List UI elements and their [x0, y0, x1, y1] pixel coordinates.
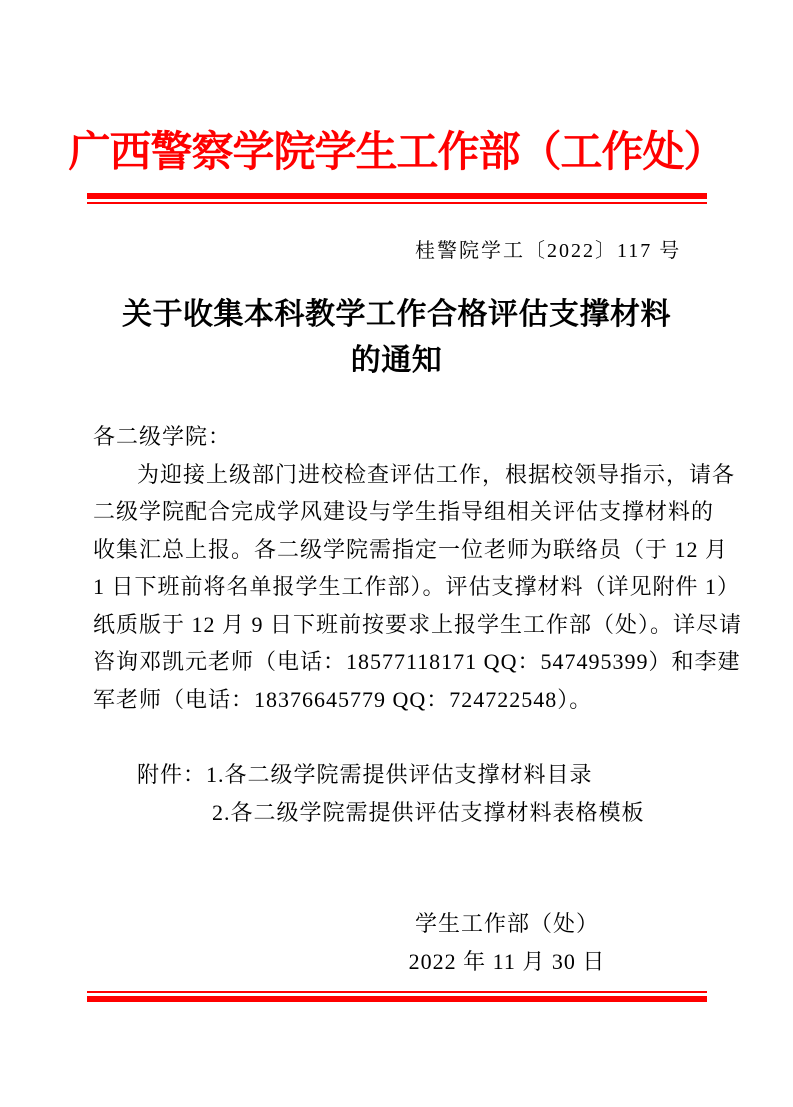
signature-date: 2022 年 11 月 30 日 [408, 949, 606, 974]
document-title-line: 关于收集本科教学工作合格评估支撑材料 [122, 298, 671, 331]
body-line: 为迎接上级部门进校检查评估工作，根据校领导指示，请各 [137, 461, 736, 487]
attachment-item: 附件：1.各二级学院需提供评估支撑材料目录 [137, 762, 593, 787]
body-line: 1 日下班前将名单报学生工作部）。评估支撑材料（详见附件 1） [93, 574, 741, 599]
attachment-list [0, 756, 793, 831]
document-body [0, 418, 753, 718]
letterhead-title: 广西警察学院学生工作部（工作处） [68, 130, 725, 176]
letterhead-divider-top [87, 193, 707, 204]
signature-department: 学生工作部（处） [414, 911, 599, 936]
salutation: 各二级学院： [93, 424, 232, 449]
document-title [0, 292, 793, 384]
body-line: 咨询邓凯元老师（电话：18577118171 QQ：547495399）和李建 [93, 649, 741, 674]
letterhead-divider-bottom [87, 991, 707, 1002]
body-line: 军老师（电话：18376645779 QQ：724722548）。 [93, 686, 593, 712]
attachment-item: 2.各二级学院需提供评估支撑材料表格模板 [212, 799, 645, 825]
signature-block [377, 905, 637, 981]
document-number: 桂警院学工〔2022〕117 号 [415, 240, 682, 262]
document-title-line: 的通知 [350, 344, 443, 377]
body-line: 收集汇总上报。各二级学院需指定一位老师为联络员（于 12 月 [93, 536, 729, 562]
body-line: 二级学院配合完成学风建设与学生指导组相关评估支撑材料的 [93, 499, 715, 524]
body-line: 纸质版于 12 月 9 日下班前按要求上报学生工作部（处）。详尽请 [93, 611, 743, 637]
divider-thin-line [87, 202, 707, 204]
divider-thick-line [87, 996, 707, 1002]
